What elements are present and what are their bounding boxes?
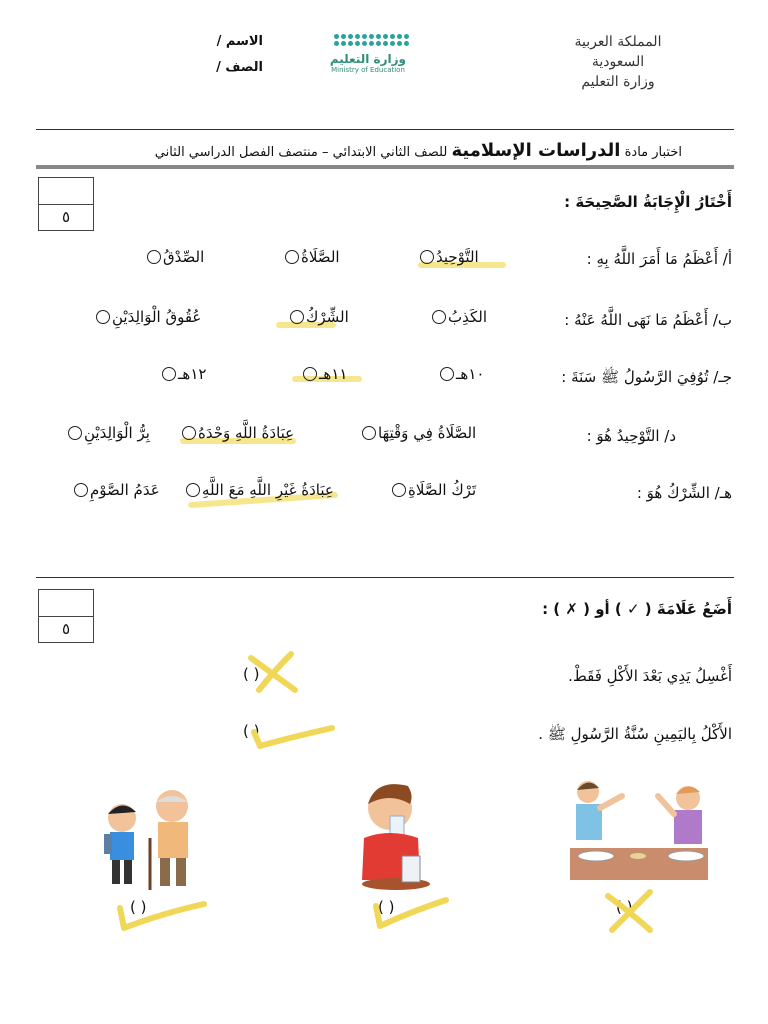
question-b-option-3[interactable]: [96, 308, 201, 326]
option-label: التَّوْحِيدُ: [436, 248, 479, 266]
statement-2-answer-box[interactable]: ( ): [243, 722, 260, 740]
radio-circle-icon[interactable]: [285, 250, 299, 264]
check-mark-icon: [370, 892, 450, 932]
radio-circle-icon[interactable]: [420, 250, 434, 264]
option-label: الشِّرْكُ: [306, 308, 349, 326]
radio-circle-icon[interactable]: [440, 367, 454, 381]
question-b-label: ب/ أَعْظَمُ مَا نَهَى اللَّهُ عَنْهُ :: [564, 311, 732, 329]
option-label: الصِّدْقُ: [163, 248, 205, 266]
statement-1: أَغْسِلُ يَدِي بَعْدَ الأَكْلِ فَقَطْ.: [568, 667, 732, 685]
radio-circle-icon[interactable]: [362, 426, 376, 440]
picture-3-answer-box[interactable]: ( ): [130, 898, 147, 916]
option-label: عَدَمُ الصَّوْمِ: [90, 481, 160, 499]
question-a-label: أ/ أَعْظَمُ مَا أَمَرَ اللَّهُ بِهِ :: [586, 250, 732, 268]
option-label: ١٢هـ: [178, 365, 207, 383]
option-label: بِرُّ الْوَالِدَيْنِ: [84, 424, 150, 442]
question-e-option-3[interactable]: [74, 481, 160, 499]
option-label: ١٠هـ: [456, 365, 485, 383]
section2-score: ٥: [61, 620, 71, 638]
cross-mark-icon: [245, 650, 305, 694]
radio-circle-icon[interactable]: [392, 483, 406, 497]
question-a-option-2[interactable]: [285, 248, 340, 266]
question-a-option-1[interactable]: [420, 248, 479, 266]
question-b-option-2[interactable]: [290, 308, 349, 326]
question-e-option-1[interactable]: [392, 481, 476, 499]
kingdom-name: المملكة العربية السعودية: [574, 34, 662, 70]
option-label: ١١هـ: [319, 365, 348, 383]
statement-2: الأَكْلُ بِاليَمِينِ سُنَّةُ الرَّسُولِ ﷺ .: [538, 725, 732, 743]
option-label: عُقُوقُ الْوَالِدَيْنِ: [112, 308, 202, 326]
exam-title-prefix: اختبار مادة: [624, 145, 682, 160]
option-label: الكَذِبُ: [448, 308, 488, 326]
radio-circle-icon[interactable]: [303, 367, 317, 381]
section1-score-box: [38, 177, 94, 231]
question-a-option-3[interactable]: [147, 248, 204, 266]
exam-subject: الدراسات الإسلامية: [451, 140, 621, 161]
ministry-calligraphy: وزارة التعليم: [581, 74, 655, 90]
question-c-label: جـ/ تُوُفِيَ الرَّسُولُ ﷺ سَنَةَ :: [561, 368, 732, 386]
exam-title: [155, 140, 682, 161]
option-label: الصَّلَاةُ: [301, 248, 340, 266]
boy-helping-grandfather-icon: [100, 784, 204, 892]
picture-2-answer-box[interactable]: ( ): [378, 898, 395, 916]
question-c-option-2[interactable]: [303, 365, 347, 383]
boy-drinking-milk-icon: [356, 778, 436, 894]
radio-circle-icon[interactable]: [68, 426, 82, 440]
exam-title-suffix: للصف الثاني الابتدائي – منتصف الفصل الدراسي الثاني: [154, 145, 448, 160]
option-label: الصَّلَاةُ فِي وَقْتِهَا: [378, 424, 477, 442]
question-e-option-2[interactable]: [186, 481, 334, 499]
question-e-label: هـ/ الشِّرْكُ هُوَ :: [636, 484, 732, 502]
question-b-option-1[interactable]: [432, 308, 487, 326]
statement-1-answer-box[interactable]: ( ): [243, 665, 260, 683]
radio-circle-icon[interactable]: [96, 310, 110, 324]
question-d-label: د/ التَّوْحِيدُ هُوَ :: [586, 427, 676, 445]
radio-circle-icon[interactable]: [182, 426, 196, 440]
radio-circle-icon[interactable]: [186, 483, 200, 497]
section-divider: [36, 577, 734, 578]
cross-mark-icon: [600, 888, 660, 934]
name-field-label: الاسم /: [216, 34, 263, 49]
option-label: تَرْكُ الصَّلَاةِ: [408, 481, 477, 499]
question-c-option-3[interactable]: [162, 365, 206, 383]
check-mark-icon: [248, 714, 338, 750]
question-c-option-1[interactable]: [440, 365, 484, 383]
radio-circle-icon[interactable]: [162, 367, 176, 381]
section2-score-box: [38, 589, 94, 643]
option-label: عِبَادَةُ غَيْرِ اللَّهِ مَعَ اللَّهِ: [202, 481, 334, 499]
check-mark-icon: [114, 894, 210, 934]
section1-heading: أَخْتَارُ الْإِجَابَةُ الصَّحِيحَةَ :: [564, 193, 732, 211]
title-divider: [36, 165, 734, 169]
question-d-option-2[interactable]: [182, 424, 294, 442]
moe-dots-icon: [334, 34, 406, 46]
moe-arabic-name: وزارة التعليم: [329, 52, 406, 66]
option-label: عِبَادَةُ اللَّهِ وَحْدَهُ: [198, 424, 295, 442]
kingdom-logo-text: [548, 32, 688, 92]
question-d-option-3[interactable]: [68, 424, 150, 442]
radio-circle-icon[interactable]: [74, 483, 88, 497]
radio-circle-icon[interactable]: [147, 250, 161, 264]
section2-heading: أَضَعُ عَلَامَةَ ( ✓ ) أو ( ✗ ) :: [542, 600, 732, 618]
children-pointing-at-food-icon: [566, 776, 712, 884]
moe-english-name: Ministry of Education: [331, 66, 405, 74]
picture-1-answer-box[interactable]: ( ): [616, 898, 633, 916]
question-d-option-1[interactable]: [362, 424, 476, 442]
radio-circle-icon[interactable]: [432, 310, 446, 324]
radio-circle-icon[interactable]: [290, 310, 304, 324]
ministry-of-education-logo: [330, 34, 406, 74]
class-field-label: الصف /: [216, 60, 263, 75]
section1-score: ٥: [61, 208, 71, 226]
header-divider: [36, 129, 734, 130]
